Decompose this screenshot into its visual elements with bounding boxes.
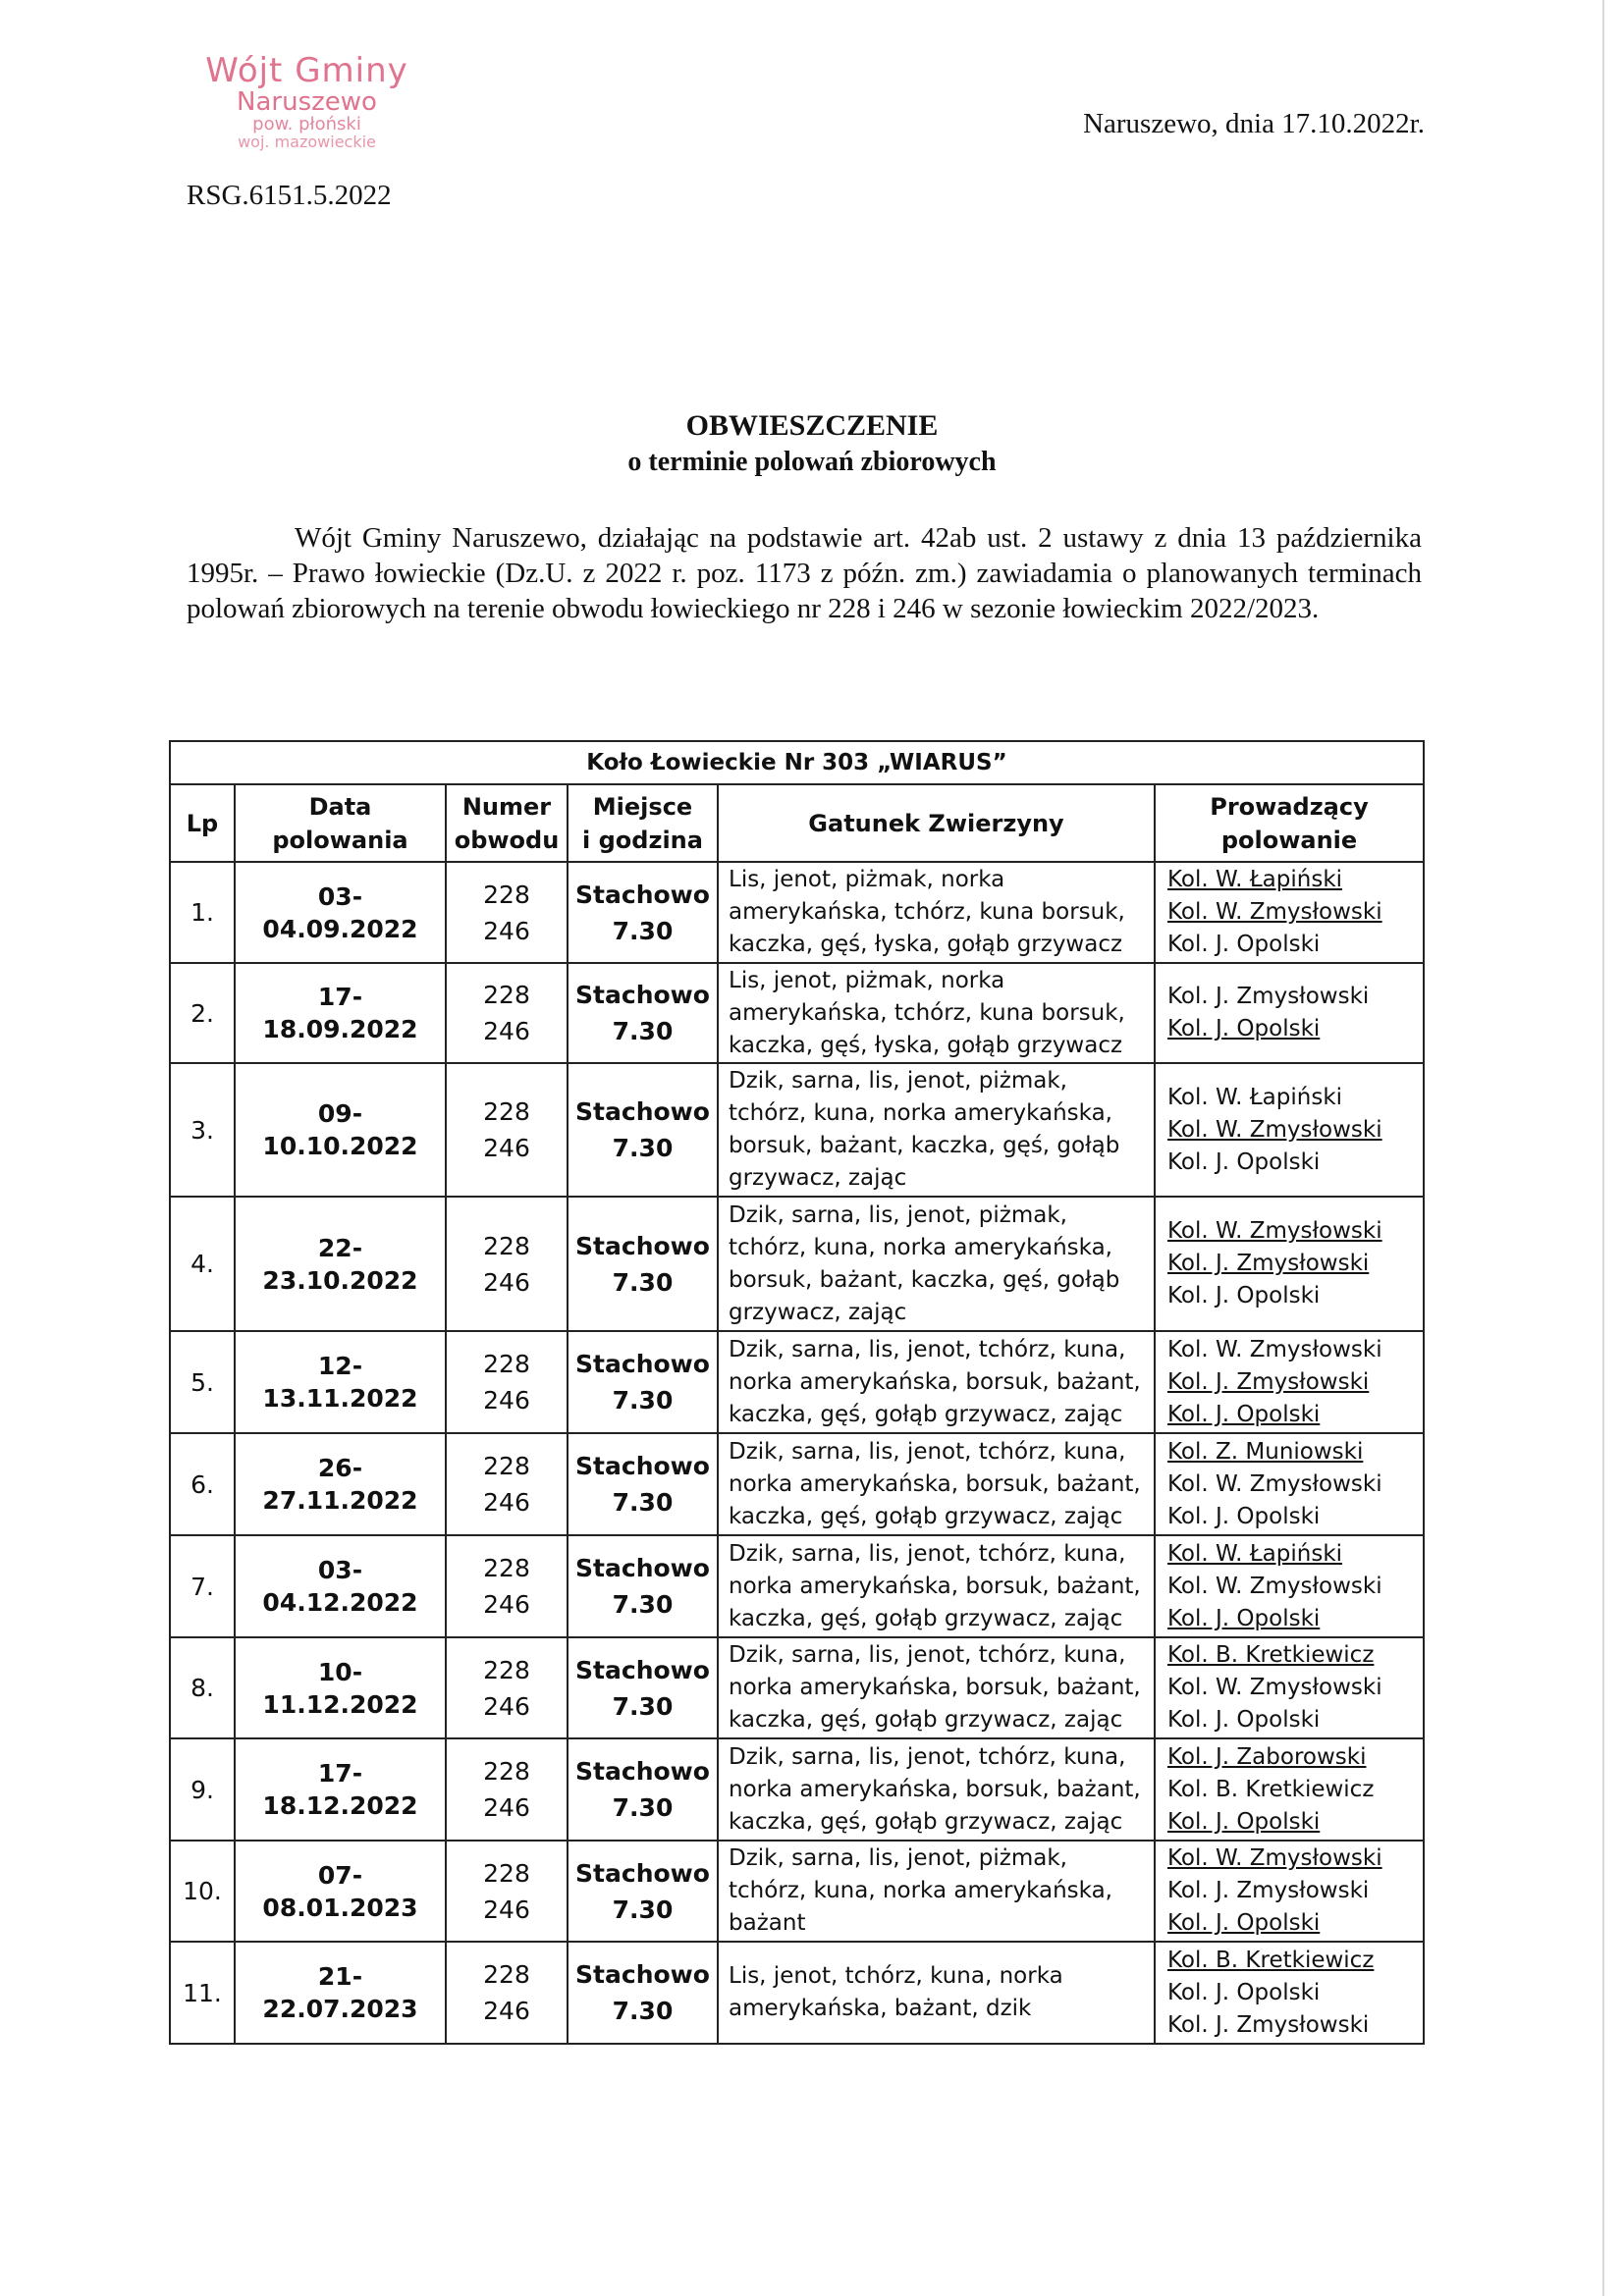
office-stamp — [182, 51, 432, 151]
place-time: 7.30 — [612, 1793, 674, 1822]
cell-leader — [1155, 1637, 1424, 1738]
cell-district — [446, 1063, 568, 1197]
cell-lp: 9. — [170, 1738, 235, 1841]
cell-leader — [1155, 1331, 1424, 1433]
leader-2: Kol. W. Zmysłowski — [1167, 1470, 1382, 1497]
cell-place — [568, 1535, 718, 1637]
place-name: Stachowo — [575, 1554, 710, 1582]
header-species-text: Gatunek Zwierzyny — [808, 809, 1064, 837]
cell-place — [568, 1433, 718, 1535]
leader-2: Kol. W. Zmysłowski — [1167, 1573, 1382, 1599]
place-name: Stachowo — [575, 880, 710, 909]
leader-3: Kol. J. Opolski — [1167, 1910, 1321, 1936]
table-row — [170, 1197, 1424, 1331]
leader-1: Kol. J. Zmysłowski — [1167, 984, 1370, 1009]
cell-leader — [1155, 1738, 1424, 1841]
cell-place — [568, 1331, 718, 1433]
body-paragraph: Wójt Gminy Naruszewo, działając na podstawie art. 42ab ust. 2 ustawy z dnia 13 października 1995r. – Prawo łowieckie (Dz.U. z 2022 r. poz. 1173 z późn. zm.) zawiadamia o planowanych terminach polowań zbiorowych na terenie obwodu łowieckiego nr 228 i 246 w sezonie łowieckim 2022/2023. — [187, 522, 1422, 624]
district-2: 246 — [483, 1590, 530, 1619]
leader-1: Kol. W. Zmysłowski — [1167, 1845, 1382, 1871]
cell-lp: 4. — [170, 1197, 235, 1331]
place-time: 7.30 — [612, 1134, 674, 1162]
cell-species: Dzik, sarna, lis, jenot, piżmak, tchórz, kuna, norka amerykańska, borsuk, bażant, kaczka, gęś, gołąb grzywacz, zając — [718, 1197, 1155, 1331]
stamp-line-1: Wójt Gminy — [205, 51, 408, 90]
cell-date: 09-10.10.2022 — [235, 1063, 446, 1197]
page-subtitle: o terminie polowań zbiorowych — [627, 447, 997, 477]
leader-1: Kol. W. Łapiński — [1167, 1084, 1343, 1110]
cell-lp: 5. — [170, 1331, 235, 1433]
cell-date: 17-18.12.2022 — [235, 1738, 446, 1841]
leader-1: Kol. W. Zmysłowski — [1167, 1218, 1382, 1244]
table-row — [170, 1331, 1424, 1433]
leader-2: Kol. W. Zmysłowski — [1167, 1116, 1382, 1143]
cell-lp: 7. — [170, 1535, 235, 1637]
place-time: 7.30 — [612, 1691, 674, 1721]
cell-district — [446, 1535, 568, 1637]
leader-2: Kol. J. Opolski — [1167, 1979, 1321, 2005]
leader-2: Kol. J. Zmysłowski — [1167, 1251, 1370, 1276]
leader-2: Kol. J. Opolski — [1167, 1016, 1321, 1041]
header-species — [718, 784, 1155, 862]
cell-leader — [1155, 1197, 1424, 1331]
cell-lp: 6. — [170, 1433, 235, 1535]
cell-district — [446, 1197, 568, 1331]
leader-2: Kol. W. Zmysłowski — [1167, 1675, 1382, 1700]
district-1: 228 — [483, 1757, 530, 1786]
district-2: 246 — [483, 1793, 530, 1822]
district-1: 228 — [483, 1655, 530, 1684]
place-time: 7.30 — [612, 1590, 674, 1619]
place-name: Stachowo — [575, 1350, 710, 1378]
cell-district — [446, 1637, 568, 1738]
cell-place — [568, 862, 718, 963]
table-caption: Koło Łowieckie Nr 303 „WIARUS” — [170, 741, 1424, 784]
place-time: 7.30 — [612, 916, 674, 945]
header-lp — [170, 784, 235, 862]
district-1: 228 — [483, 981, 530, 1009]
leader-3: Kol. J. Opolski — [1167, 1707, 1321, 1733]
district-2: 246 — [483, 1895, 530, 1924]
cell-place — [568, 1942, 718, 2044]
title-block — [0, 407, 1624, 480]
table-row — [170, 1433, 1424, 1535]
place-name: Stachowo — [575, 1655, 710, 1684]
district-1: 228 — [483, 1350, 530, 1378]
place-and-date: Naruszewo, dnia 17.10.2022r. — [1083, 108, 1425, 139]
place-time: 7.30 — [612, 1386, 674, 1415]
header-place-line-2: i godzina — [582, 826, 703, 854]
district-1: 228 — [483, 1452, 530, 1480]
cell-date: 12-13.11.2022 — [235, 1331, 446, 1433]
table-row — [170, 1535, 1424, 1637]
header-district-line-2: obwodu — [454, 826, 560, 854]
page-edge — [1602, 0, 1604, 2296]
cell-district — [446, 1841, 568, 1942]
table-row — [170, 963, 1424, 1063]
cell-species: Dzik, sarna, lis, jenot, piżmak, tchórz, kuna, norka amerykańska, bażant — [718, 1841, 1155, 1942]
header-lp-text: Lp — [186, 809, 219, 837]
leader-3: Kol. J. Opolski — [1167, 1148, 1321, 1175]
table-row — [170, 1637, 1424, 1738]
cell-date: 07-08.01.2023 — [235, 1841, 446, 1942]
cell-leader — [1155, 1841, 1424, 1942]
cell-lp: 3. — [170, 1063, 235, 1197]
header-date — [235, 784, 446, 862]
leader-2: Kol. J. Zmysłowski — [1167, 1368, 1370, 1395]
leader-1: Kol. Z. Muniowski — [1167, 1438, 1364, 1465]
cell-species: Lis, jenot, tchórz, kuna, norka amerykańska, bażant, dzik — [718, 1942, 1155, 2044]
place-name: Stachowo — [575, 1858, 710, 1888]
header-leader-line-1: Prowadzący — [1210, 792, 1369, 821]
cell-lp: 11. — [170, 1942, 235, 2044]
cell-lp: 10. — [170, 1841, 235, 1942]
leader-3: Kol. J. Opolski — [1167, 1503, 1321, 1529]
cell-district — [446, 862, 568, 963]
place-time: 7.30 — [612, 1017, 674, 1045]
cell-lp: 2. — [170, 963, 235, 1063]
cell-species: Lis, jenot, piżmak, norka amerykańska, tchórz, kuna borsuk, kaczka, gęś, łyska, gołąb grzywacz — [718, 963, 1155, 1063]
table-row — [170, 1738, 1424, 1841]
table-row — [170, 862, 1424, 963]
cell-date: 03-04.09.2022 — [235, 862, 446, 963]
place-name: Stachowo — [575, 1097, 710, 1126]
leader-3: Kol. J. Opolski — [1167, 1283, 1321, 1308]
district-1: 228 — [483, 880, 530, 909]
header-leader-line-2: polowanie — [1220, 826, 1358, 854]
district-2: 246 — [483, 1997, 530, 2025]
cell-date: 26-27.11.2022 — [235, 1433, 446, 1535]
cell-species: Dzik, sarna, lis, jenot, piżmak, tchórz, kuna, norka amerykańska, borsuk, bażant, kaczka, gęś, gołąb grzywacz, zając — [718, 1063, 1155, 1197]
cell-species: Lis, jenot, piżmak, norka amerykańska, tchórz, kuna borsuk, kaczka, gęś, łyska, gołąb grzywacz — [718, 862, 1155, 963]
place-time: 7.30 — [612, 1895, 674, 1924]
cell-place — [568, 1063, 718, 1197]
cell-place — [568, 1637, 718, 1738]
header-date-line-2: polowania — [272, 826, 408, 854]
stamp-line-2: Naruszewo — [237, 86, 377, 117]
cell-leader — [1155, 963, 1424, 1063]
cell-species: Dzik, sarna, lis, jenot, tchórz, kuna, norka amerykańska, borsuk, bażant, kaczka, gęś, gołąb grzywacz, zając — [718, 1535, 1155, 1637]
place-name: Stachowo — [575, 1757, 710, 1786]
leader-1: Kol. B. Kretkiewicz — [1167, 1642, 1375, 1668]
header-place-line-1: Miejsce — [592, 792, 693, 821]
cell-date: 17-18.09.2022 — [235, 963, 446, 1063]
place-time: 7.30 — [612, 1488, 674, 1517]
header-date-line-1: Data — [308, 792, 372, 821]
cell-leader — [1155, 862, 1424, 963]
cell-date: 22-23.10.2022 — [235, 1197, 446, 1331]
leader-3: Kol. J. Zmysłowski — [1167, 2011, 1370, 2038]
cell-place — [568, 963, 718, 1063]
leader-2: Kol. B. Kretkiewicz — [1167, 1776, 1375, 1802]
cell-leader — [1155, 1535, 1424, 1637]
leader-3: Kol. J. Opolski — [1167, 1605, 1321, 1631]
cell-district — [446, 963, 568, 1063]
leader-1: Kol. B. Kretkiewicz — [1167, 1947, 1375, 1973]
leader-1: Kol. J. Zaborowski — [1167, 1743, 1367, 1770]
leader-1: Kol. W. Zmysłowski — [1167, 1336, 1382, 1362]
header-district — [446, 784, 568, 862]
district-2: 246 — [483, 1267, 530, 1297]
cell-district — [446, 1433, 568, 1535]
cell-date: 21-22.07.2023 — [235, 1942, 446, 2044]
district-1: 228 — [483, 1097, 530, 1126]
cell-district — [446, 1738, 568, 1841]
district-1: 228 — [483, 1960, 530, 1989]
cell-lp: 8. — [170, 1637, 235, 1738]
table-header-row — [170, 784, 1424, 862]
cell-species: Dzik, sarna, lis, jenot, tchórz, kuna, norka amerykańska, borsuk, bażant, kaczka, gęś, gołąb grzywacz, zając — [718, 1637, 1155, 1738]
district-2: 246 — [483, 1488, 530, 1517]
cell-species: Dzik, sarna, lis, jenot, tchórz, kuna, norka amerykańska, borsuk, bażant, kaczka, gęś, gołąb grzywacz, zając — [718, 1433, 1155, 1535]
district-2: 246 — [483, 1691, 530, 1721]
page-title: OBWIESZCZENIE — [685, 409, 939, 442]
cell-species: Dzik, sarna, lis, jenot, tchórz, kuna, norka amerykańska, borsuk, bażant, kaczka, gęś, gołąb grzywacz, zając — [718, 1331, 1155, 1433]
place-name: Stachowo — [575, 1231, 710, 1260]
cell-district — [446, 1331, 568, 1433]
place-name: Stachowo — [575, 981, 710, 1009]
place-name: Stachowo — [575, 1452, 710, 1480]
leader-1: Kol. W. Łapiński — [1167, 1540, 1343, 1567]
table-row — [170, 1942, 1424, 2044]
place-time: 7.30 — [612, 1997, 674, 2025]
leader-2: Kol. J. Zmysłowski — [1167, 1878, 1370, 1903]
cell-date: 03-04.12.2022 — [235, 1535, 446, 1637]
district-2: 246 — [483, 1134, 530, 1162]
cell-leader — [1155, 1942, 1424, 2044]
cell-leader — [1155, 1433, 1424, 1535]
district-1: 228 — [483, 1554, 530, 1582]
header-leader — [1155, 784, 1424, 862]
reference-number: RSG.6151.5.2022 — [187, 180, 392, 211]
table-row — [170, 1841, 1424, 1942]
header-place — [568, 784, 718, 862]
cell-species: Dzik, sarna, lis, jenot, tchórz, kuna, norka amerykańska, borsuk, bażant, kaczka, gęś, gołąb grzywacz, zając — [718, 1738, 1155, 1841]
table-row — [170, 1063, 1424, 1197]
hunting-schedule-table — [169, 740, 1425, 2045]
cell-leader — [1155, 1063, 1424, 1197]
leader-3: Kol. J. Opolski — [1167, 1401, 1321, 1427]
leader-3: Kol. J. Opolski — [1167, 1808, 1321, 1835]
district-1: 228 — [483, 1858, 530, 1888]
stamp-line-3: pow. płoński — [252, 113, 361, 134]
leader-3: Kol. J. Opolski — [1167, 932, 1321, 957]
place-time: 7.30 — [612, 1267, 674, 1297]
cell-date: 10-11.12.2022 — [235, 1637, 446, 1738]
leader-1: Kol. W. Łapiński — [1167, 867, 1343, 892]
cell-lp: 1. — [170, 862, 235, 963]
district-2: 246 — [483, 916, 530, 945]
cell-district — [446, 1942, 568, 2044]
stamp-line-4: woj. mazowieckie — [238, 132, 376, 151]
district-2: 246 — [483, 1386, 530, 1415]
header-district-line-1: Numer — [461, 792, 552, 821]
cell-place — [568, 1738, 718, 1841]
place-name: Stachowo — [575, 1960, 710, 1989]
leader-2: Kol. W. Zmysłowski — [1167, 899, 1382, 925]
cell-place — [568, 1197, 718, 1331]
cell-place — [568, 1841, 718, 1942]
district-2: 246 — [483, 1017, 530, 1045]
district-1: 228 — [483, 1231, 530, 1260]
